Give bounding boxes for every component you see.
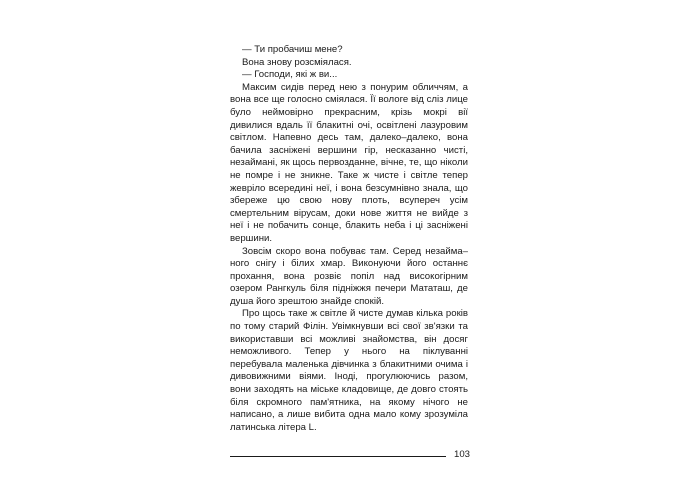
body-text bbox=[230, 44, 468, 434]
paragraph-soon: Зовсім скоро вона побуває там. Серед незайма–ного снігу і білих хмар. Виконуючи його останнє прохання, вона розвіє попіл над високогірним озером Рангкуль біля підніжжя печери Мататаш, де душа його зрештою знайде спокій. bbox=[230, 245, 468, 307]
paragraph-maxim: Максим сидів перед нею з понурим обличчям, а вона все ще голосно сміялася. Її вологе від сліз лице було неймовірно прекрасним, крізь мокрі вії дивилися вдаль її блакитні очі, освітлені лазуровим світлом. Напевно десь там, далеко–далеко, вона бачила засніжені вершини гір, несказанно чисті, незаймані, як щось первозданне, вічне, те, що ніколи не помре і не зникне. Таке ж чисте і світле тепер жевріло всередині неї, і вона безсумнівно знала, що збереже цю свою нову плоть, всупереч усім смертельним вірусам, доки нове життя не вийде з неї і не побачить сонце, блакить неба і ці засніжені вершини. bbox=[230, 81, 468, 244]
paragraph-filin: Про щось таке ж світле й чисте думав кілька років по тому старий Філін. Увімкнувши всі свої зв'язки та використавши всі можливі знайомства, він досяг неможливого. Тепер у нього на піклуванні перебувала маленька дівчинка з блакитними очима і дивовижними віями. Іноді, прогулюючись разом, вони заходять на міське кладовище, де довго стоять біля скромного пам'ятника, на якому нічого не написано, а лише вибита одна мало кому зрозуміла латинська літера L. bbox=[230, 308, 468, 433]
paragraph-dialog-1: — Ти пробачиш мене? bbox=[242, 44, 343, 55]
footer-rule bbox=[230, 456, 446, 457]
paragraph-dialog-2: Вона знову розсміялася. bbox=[242, 56, 352, 68]
page-number: 103 bbox=[453, 449, 470, 460]
paragraph-dialog-3: — Господи, які ж ви... bbox=[242, 69, 338, 81]
